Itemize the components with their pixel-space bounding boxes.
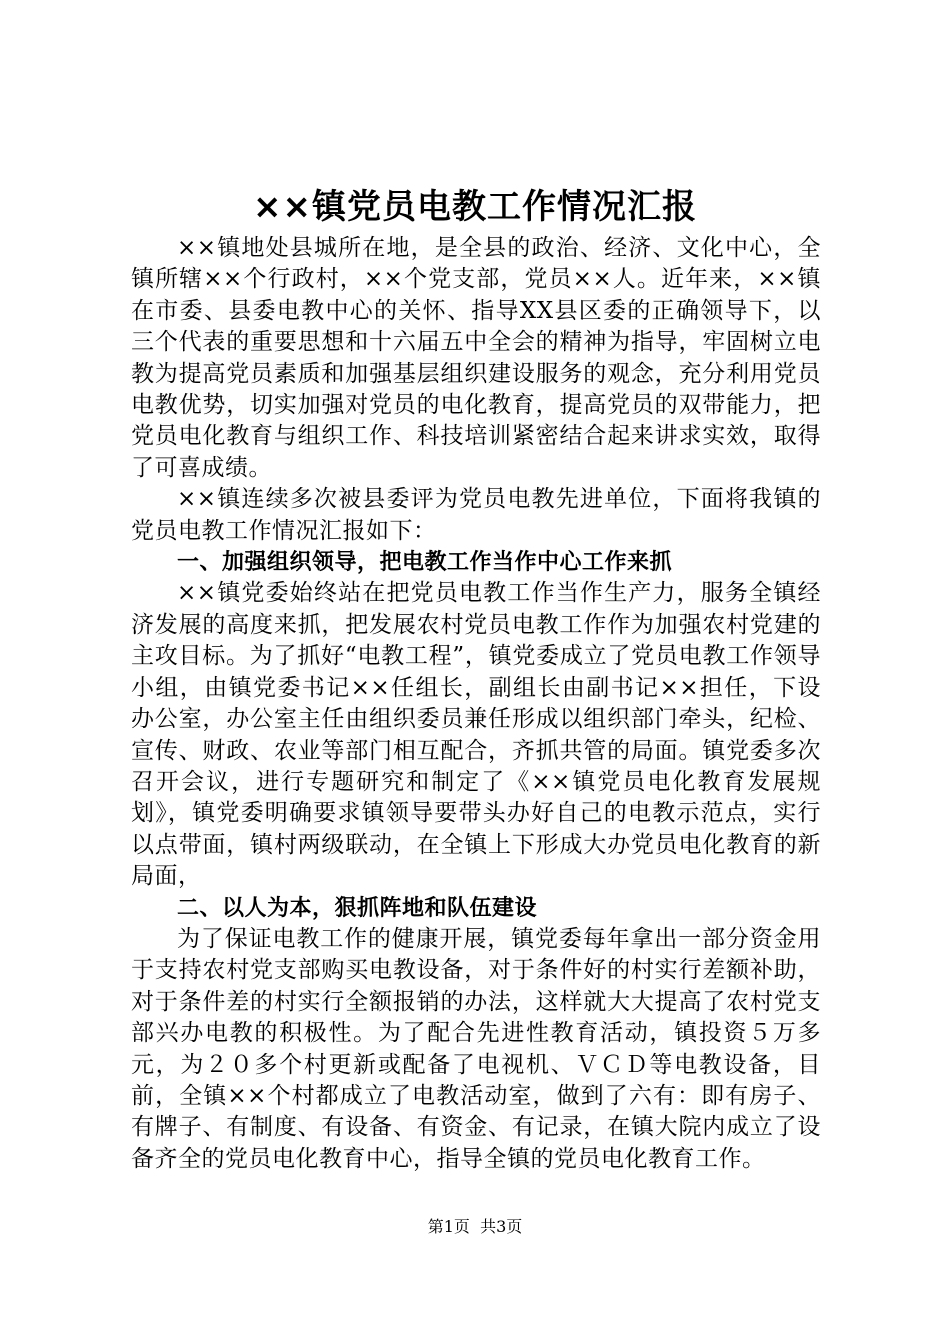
section-2-paragraph: 为了保证电教工作的健康开展，镇党委每年拿出一部分资金用于支持农村党支部购买电教设备，对于条件好的村实行差额补助，对于条件差的村实行全额报销的办法，这样就大大提高了农村党支部兴办电教的积极性。为了配合先进性教育活动，镇投资５万多元，为２０多个村更新或配备了电视机、ＶＣＤ等电教设备，目前，全镇××个村都成立了电教活动室，做到了六有：即有房子、有牌子、有制度、有设备、有资金、有记录，在镇大院内成立了设备齐全的党员电化教育中心，指导全镇的党员电化教育工作。 (131, 925, 821, 1172)
footer-separator (470, 1217, 480, 1236)
page-footer (0, 1216, 950, 1238)
section-2-heading: 二、以人为本，狠抓阵地和队伍建设 (177, 895, 538, 921)
intro-paragraph: ××镇地处县城所在地，是全县的政治、经济、文化中心，全镇所辖××个行政村，××个党支部，党员××人。近年来，××镇在市委、县委电教中心的关怀、指导XX县区委的正确领导下，以三个代表的重要思想和十六届五中全会的精神为指导，牢固树立电教为提高党员素质和加强基层组织建设服务的观念，充分利用党员电教优势，切实加强对党员的电化教育，提高党员的双带能力，把党员电化教育与组织工作、科技培训紧密结合起来讲求实效，取得了可喜成绩。 (131, 235, 821, 481)
document-title: ××镇党员电教工作情况汇报 (253, 187, 697, 227)
document-body (131, 233, 821, 1175)
section-1-heading: 一、加强组织领导，把电教工作当作中心工作来抓 (177, 550, 673, 576)
summary-paragraph: ××镇连续多次被县委评为党员电教先进单位，下面将我镇的党员电教工作情况汇报如下： (131, 486, 821, 544)
page-number: 第1页 (427, 1217, 470, 1236)
total-pages: 共3页 (480, 1217, 523, 1236)
section-1-paragraph: ××镇党委始终站在把党员电教工作当作生产力，服务全镇经济发展的高度来抓，把发展农村党员电教工作作为加强农村党建的主攻目标。为了抓好“电教工程”，镇党委成立了党员电教工作领导小组，由镇党委书记××任组长，副组长由副书记××担任，下设办公室，办公室主任由组织委员兼任形成以组织部门牵头，纪检、宣传、财政、农业等部门相互配合，齐抓共管的局面。镇党委多次召开会议，进行专题研究和制定了《××镇党员电化教育发展规划》，镇党委明确要求镇领导要带头办好自己的电教示范点，实行以点带面，镇村两级联动，在全镇上下形成大办党员电化教育的新局面， (131, 580, 821, 890)
